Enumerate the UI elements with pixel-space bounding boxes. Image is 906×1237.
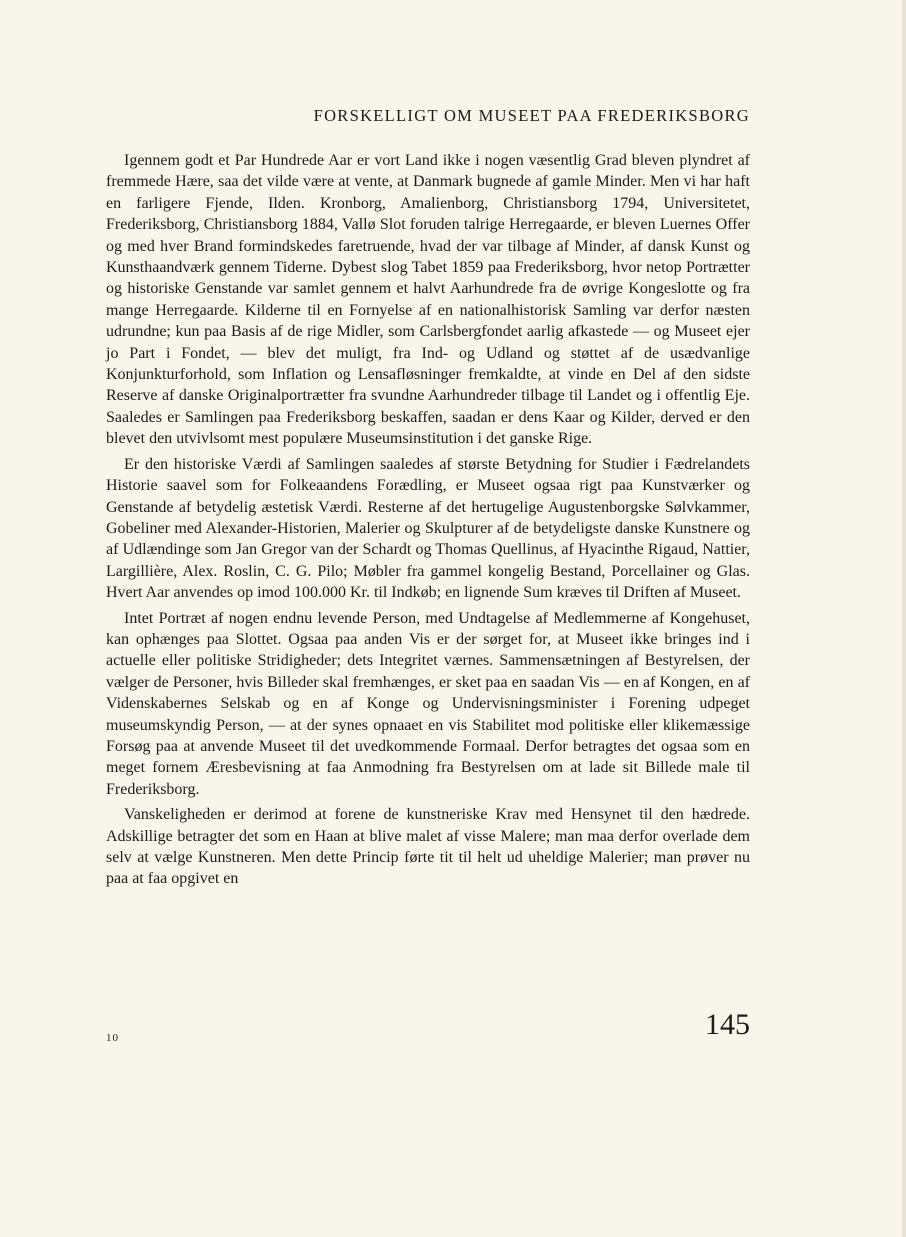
paragraph-1: Igennem godt et Par Hundrede Aar er vort Land ikke i nogen væsentlig Grad bleven plyndret af fremmede Hære, saa det vilde være at vente, at Danmark bugnede af gamle Minder. Men vi har haft en farligere Fjende, Ilden. Kronborg, Amalienborg, Christiansborg 1794, Universitetet, Frederiksborg, Christiansborg 1884, Vallø Slot foruden talrige Herregaarde, er bleven Luernes Offer og med hver Brand formindskedes faretruende, hvad der var tilbage af Minder, af dansk Kunst og Kunsthaandværk gennem Tiderne. Dybest slog Tabet 1859 paa Frederiksborg, hvor netop Portrætter og historiske Genstande var samlet gennem et halvt Aarhundrede fra de øvrige Kongeslotte og fra mange Herregaarde. Kilderne til en Fornyelse af en nationalhistorisk Samling var derfor næsten udrundne; kun paa Basis af de rige Midler, som Carlsbergfondet aarlig afkastede — og Museet ejer jo Part i Fondet, — blev det muligt, fra Ind- og Udland og støttet af de usædvanlige Konjunkturforhold, som Inflation og Lensafløsninger fremkaldte, at vinde en Del af den sidste Reserve af danske Originalportrætter fra svundne Aarhundreder tilbage til Landet og i offentlig Eje. Saaledes er Samlingen paa Frederiksborg beskaffen, saadan er dens Kaar og Kilder, derved er den blevet den utvivlsomt mest populære Museumsinstitution i det ganske Rige. <box>106 152 750 448</box>
page-number: 145 <box>705 1008 750 1041</box>
body-text <box>106 150 750 894</box>
paragraph-3: Intet Portræt af nogen endnu levende Person, med Undtagelse af Medlemmerne af Kongehuset, kan ophænges paa Slottet. Ogsaa paa anden Vis er der sørget for, at Museet ikke bringes ind i actuelle eller politiske Stridigheder; dets Integritet værnes. Sammensætningen af Bestyrelsen, der vælger de Personer, hvis Billeder skal fremhænges, er sket paa en saadan Vis — en af Kongen, en af Videnskabernes Selskab og en af Konge og Undervisningsminister i Forening udpeget museumskyndig Person, — at der synes opnaaet en vis Stabilitet mod politiske eller klikemæssige Forsøg paa at anvende Museet til det uvedkommende Formaal. Derfor betragtes det ogsaa som en meget fornem Æresbevisning at faa Anmodning fra Bestyrelsen om at lade sit Billede male til Frederiksborg. <box>106 609 750 798</box>
paragraph-4: Vanskeligheden er derimod at forene de kunstneriske Krav med Hensynet til den hædrede. Adskillige betragter det som en Haan at blive malet af visse Malere; man maa derfor overlade dem selv at vælge Kunstneren. Men dette Princip førte tit til helt ud uheldige Malerier; man prøver nu paa at faa opgivet en <box>106 806 750 888</box>
page-edge-shadow <box>902 0 906 1237</box>
paragraph-2: Er den historiske Værdi af Samlingen saaledes af største Betydning for Studier i Fædrelandets Historie saavel som for Folkeaandens Forædling, er Museet ogsaa rigt paa Kunstværker og Genstande af betydelig æstetisk Værdi. Resterne af det hertugelige Augustenborgske Sølvkammer, Gobeliner med Alexander-Historien, Malerier og Skulpturer af de betydeligste danske Kunstnere og af Udlændinge som Jan Gregor van der Schardt og Thomas Quellinus, af Hyacinthe Rigaud, Nattier, Largillière, Alex. Roslin, C. G. Pilo; Møbler fra gammel kongelig Bestand, Porcellainer og Glas. Hvert Aar anvendes op imod 100.000 Kr. til Indkøb; en lignende Sum kræves til Driften af Museet. <box>106 455 750 602</box>
signature-mark: 10 <box>106 1032 119 1044</box>
running-header: FORSKELLIGT OM MUSEET PAA FREDERIKSBORG <box>313 106 750 125</box>
